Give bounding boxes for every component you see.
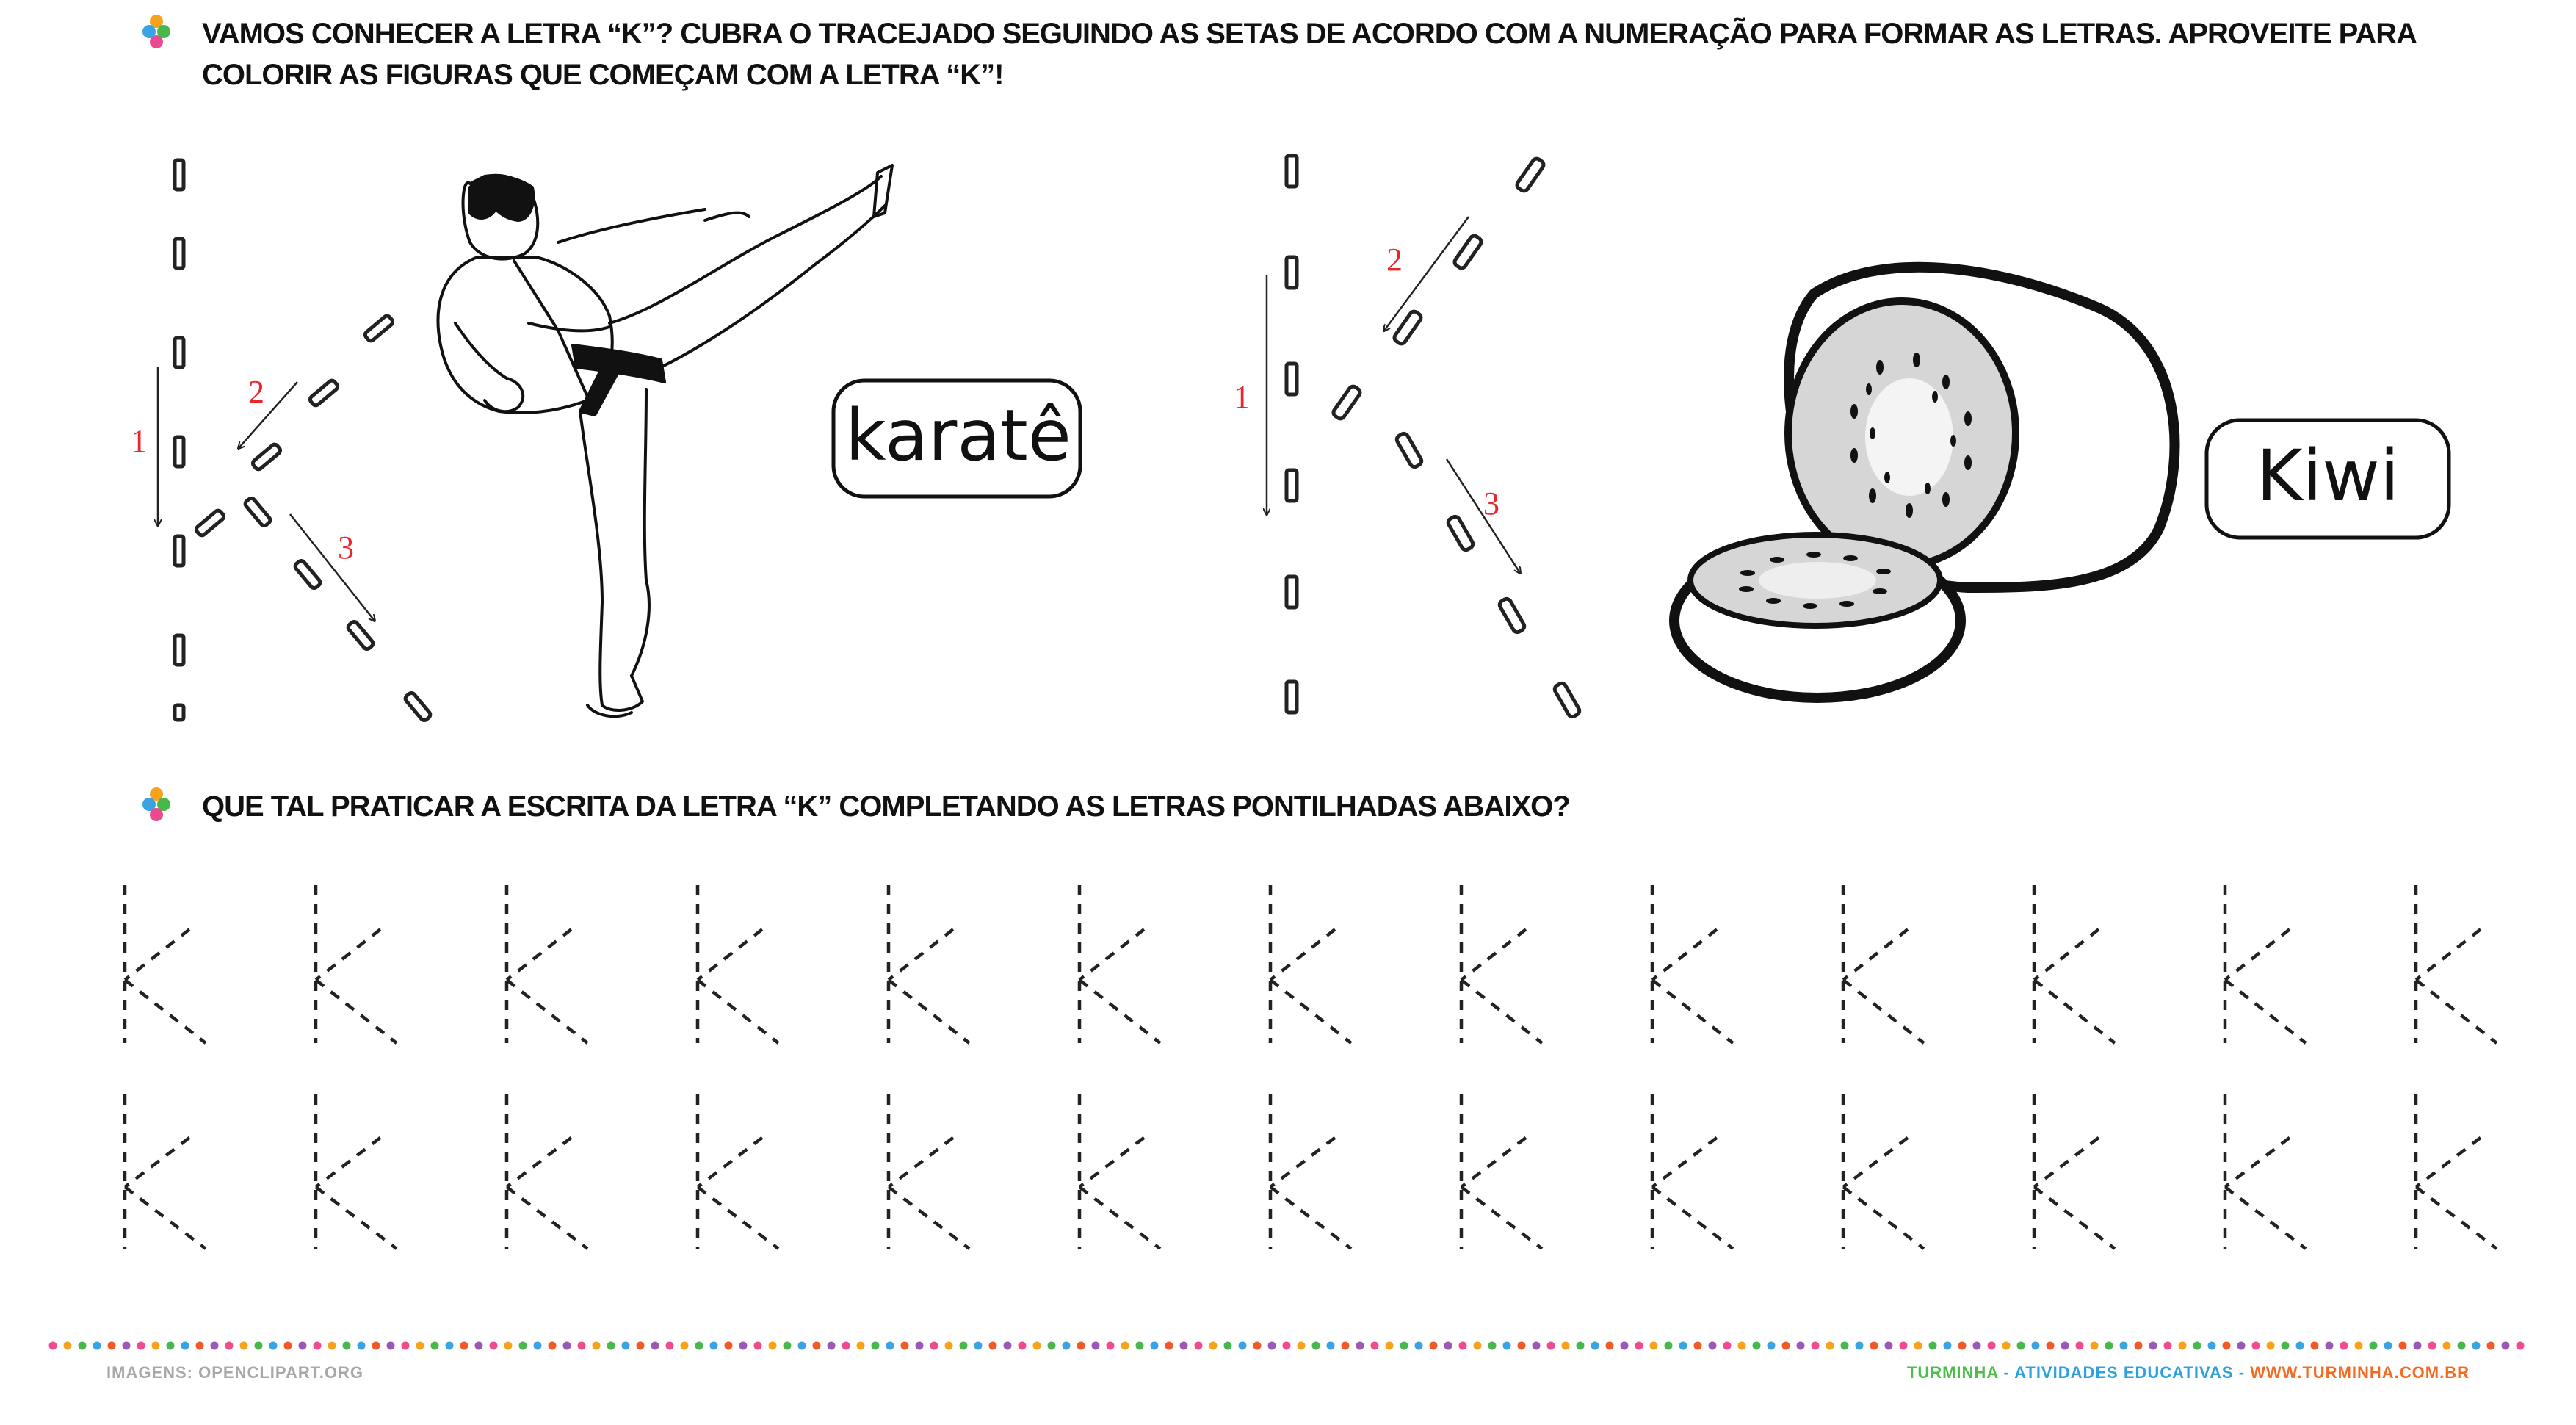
footer-dot	[563, 1342, 571, 1350]
footer-dot	[1342, 1342, 1350, 1350]
footer-dot	[1180, 1342, 1188, 1350]
footer-dot	[1577, 1342, 1585, 1350]
footer-dot	[1591, 1342, 1599, 1350]
footer-dot	[372, 1342, 380, 1350]
footer-dot	[1812, 1342, 1820, 1350]
footer-dot	[1033, 1342, 1041, 1350]
footer-dot	[2458, 1342, 2466, 1350]
footer-dot	[79, 1342, 87, 1350]
footer-dot	[343, 1342, 351, 1350]
footer-dot	[769, 1342, 777, 1350]
footer-dot	[2032, 1342, 2040, 1350]
footer-dot	[695, 1342, 703, 1350]
footer-dot	[431, 1342, 439, 1350]
footer-dot	[2282, 1342, 2290, 1350]
footer-dot	[798, 1342, 806, 1350]
practice-letter-k	[1079, 1094, 1160, 1249]
footer-dot	[460, 1342, 468, 1350]
footer-dot	[1679, 1342, 1687, 1350]
footer-dot	[1386, 1342, 1394, 1350]
footer-dot	[578, 1342, 586, 1350]
footer-dot	[1753, 1342, 1761, 1350]
footer-dot	[504, 1342, 513, 1350]
footer-dot	[593, 1342, 601, 1350]
footer-dot	[886, 1342, 894, 1350]
footer-dot	[2002, 1342, 2011, 1350]
footer-dot	[255, 1342, 263, 1350]
footer-dot	[2517, 1342, 2525, 1350]
practice-letters	[125, 885, 2497, 1249]
footer-dot	[358, 1342, 366, 1350]
brand-url[interactable]: WWW.TURMINHA.COM.BR	[2250, 1363, 2470, 1382]
practice-letter-k	[698, 885, 778, 1043]
footer-dot	[225, 1342, 234, 1350]
footer-dot	[1459, 1342, 1467, 1350]
footer-dot	[1312, 1342, 1320, 1350]
footer-dot	[1356, 1342, 1364, 1350]
practice-letter-k	[698, 1094, 778, 1249]
footer-dot	[622, 1342, 630, 1350]
footer-dot	[1635, 1342, 1643, 1350]
practice-letter-k	[2225, 1094, 2306, 1249]
footer-dot	[1782, 1342, 1790, 1350]
footer-dot	[1797, 1342, 1805, 1350]
footer-dot	[2443, 1342, 2451, 1350]
footer-dot	[1944, 1342, 1952, 1350]
step-number-2: 2	[248, 374, 264, 410]
practice-letter-k	[1461, 885, 1542, 1043]
footer-dot	[211, 1342, 219, 1350]
footer-dot	[2017, 1342, 2025, 1350]
footer-dot	[475, 1342, 483, 1350]
practice-letter-k	[1652, 885, 1733, 1043]
instruction-practice: QUE TAL PRATICAR A ESCRITA DA LETRA “K” COMPLETANDO AS LETRAS PONTILHADAS ABAIXO?	[202, 790, 1570, 823]
practice-letter-k	[1843, 885, 1924, 1043]
footer-dot	[710, 1342, 718, 1350]
footer-dot	[1165, 1342, 1173, 1350]
footer-dot	[2384, 1342, 2392, 1350]
footer-dot	[446, 1342, 454, 1350]
footer-dot	[2399, 1342, 2407, 1350]
footer-dot	[1239, 1342, 1247, 1350]
footer-dot	[989, 1342, 997, 1350]
footer-dot	[2311, 1342, 2319, 1350]
footer-dot	[2502, 1342, 2510, 1350]
footer-dot	[1547, 1342, 1555, 1350]
practice-letter-k	[1843, 1094, 1924, 1249]
footer-dot	[2091, 1342, 2099, 1350]
instruction-trace: VAMOS CONHECER A LETRA “K”? CUBRA O TRACEJADO SEGUINDO AS SETAS DE ACORDO COM A NUMERAÇÃO PARA FORMAR AS LETRAS. APROVEITE PARA COLORIR AS FIGURAS QUE COMEÇAM COM A LETRA “K”!	[202, 18, 2416, 91]
footer-dot	[328, 1342, 336, 1350]
footer-dot	[416, 1342, 424, 1350]
footer-dot	[2296, 1342, 2304, 1350]
footer-dot	[1048, 1342, 1056, 1350]
footer-dot	[681, 1342, 689, 1350]
footer-dot	[637, 1342, 645, 1350]
footer-dot	[1092, 1342, 1100, 1350]
footer-dot	[534, 1342, 542, 1350]
footer-dot	[2164, 1342, 2172, 1350]
footer-dot	[549, 1342, 557, 1350]
footer-dot	[2061, 1342, 2069, 1350]
footer-dot	[167, 1342, 175, 1350]
footer-dot	[1900, 1342, 1908, 1350]
footer-dot	[1914, 1342, 1922, 1350]
footer-dot	[1298, 1342, 1306, 1350]
step-number-1: 1	[131, 423, 147, 459]
step-number-2: 2	[1386, 242, 1403, 278]
footer-dot	[2135, 1342, 2143, 1350]
footer-dot	[1738, 1342, 1746, 1350]
footer-dot	[2223, 1342, 2231, 1350]
footer-dot	[1268, 1342, 1276, 1350]
practice-letter-k	[2034, 1094, 2115, 1249]
practice-letter-k	[2225, 885, 2306, 1043]
practice-letter-k	[2416, 885, 2497, 1043]
footer-dot	[284, 1342, 292, 1350]
footer-dot	[2340, 1342, 2348, 1350]
footer-dot	[725, 1342, 733, 1350]
footer-dot	[1136, 1342, 1144, 1350]
footer-separator: -	[1998, 1363, 2015, 1382]
footer-dot	[2237, 1342, 2246, 1350]
footer-brand-line	[1907, 1363, 2470, 1382]
footer-dot	[1488, 1342, 1497, 1350]
practice-letter-k	[889, 885, 969, 1043]
practice-letter-k	[316, 1094, 397, 1249]
footer-dot	[1327, 1342, 1335, 1350]
footer-dot	[1885, 1342, 1893, 1350]
footer-dot	[490, 1342, 498, 1350]
footer-dot	[1650, 1342, 1658, 1350]
footer-dot	[519, 1342, 527, 1350]
footer-dot	[842, 1342, 850, 1350]
footer-dot	[1019, 1342, 1027, 1350]
footer-dot	[152, 1342, 160, 1350]
footer-dot	[2208, 1342, 2216, 1350]
footer-dot	[1063, 1342, 1071, 1350]
footer-dot	[651, 1342, 659, 1350]
footer-dot	[916, 1342, 924, 1350]
kiwi-fruit-illustration	[1674, 267, 2174, 698]
footer-dot	[49, 1342, 57, 1350]
footer-dot	[1723, 1342, 1732, 1350]
footer-dot	[784, 1342, 792, 1350]
footer-dot	[2193, 1342, 2201, 1350]
footer-dot	[1474, 1342, 1482, 1350]
footer-separator: -	[2233, 1363, 2251, 1382]
footer-dot	[1430, 1342, 1438, 1350]
practice-letter-k	[1270, 885, 1351, 1043]
practice-letter-k	[2416, 1094, 2497, 1249]
footer-dot	[2179, 1342, 2187, 1350]
footer-dot	[2105, 1342, 2113, 1350]
footer-dot	[1121, 1342, 1129, 1350]
practice-letter-k	[2034, 885, 2115, 1043]
footer-dot	[754, 1342, 762, 1350]
footer-dot	[1004, 1342, 1012, 1350]
footer-dot	[2267, 1342, 2275, 1350]
footer-dot	[930, 1342, 938, 1350]
footer-dot	[1151, 1342, 1159, 1350]
footer-dot	[269, 1342, 278, 1350]
footer-dot	[2370, 1342, 2378, 1350]
footer-dot	[857, 1342, 865, 1350]
footer-dot	[1195, 1342, 1203, 1350]
footer-dot	[1841, 1342, 1849, 1350]
footer-dot	[314, 1342, 322, 1350]
footer-dot	[2487, 1342, 2495, 1350]
footer-dot	[1694, 1342, 1702, 1350]
footer-dot	[1371, 1342, 1379, 1350]
footer-dot	[1826, 1342, 1834, 1350]
footer-dot	[2414, 1342, 2422, 1350]
footer-dot	[1400, 1342, 1408, 1350]
footer-dot	[299, 1342, 307, 1350]
practice-letter-k	[1652, 1094, 1733, 1249]
footer-dot	[1856, 1342, 1864, 1350]
footer-dot	[2120, 1342, 2128, 1350]
footer-dot	[2076, 1342, 2084, 1350]
footer-dot	[813, 1342, 821, 1350]
brand-name: TURMINHA	[1906, 1363, 1999, 1382]
footer-dot	[666, 1342, 674, 1350]
footer-dot	[1709, 1342, 1717, 1350]
footer-dot	[1444, 1342, 1452, 1350]
traced-k-guide-1	[158, 160, 432, 722]
footer-dot	[196, 1342, 204, 1350]
footer-dot	[402, 1342, 410, 1350]
footer-dot	[240, 1342, 248, 1350]
footer-dot	[974, 1342, 983, 1350]
word-label-kiwi: Kiwi	[2256, 435, 2400, 517]
footer-dot	[1209, 1342, 1218, 1350]
footer-dot	[872, 1342, 880, 1350]
footer-dot	[1870, 1342, 1878, 1350]
footer-dot	[181, 1342, 189, 1350]
footer-dot	[1621, 1342, 1629, 1350]
step-number-3: 3	[338, 530, 354, 566]
footer-dot	[2428, 1342, 2436, 1350]
footer-dot	[1988, 1342, 1996, 1350]
footer-dot	[960, 1342, 968, 1350]
footer-dot	[2472, 1342, 2481, 1350]
footer-dot	[1415, 1342, 1423, 1350]
footer-dot	[1077, 1342, 1085, 1350]
practice-letter-k	[1079, 885, 1160, 1043]
practice-letter-k	[125, 1094, 206, 1249]
footer-dot	[945, 1342, 953, 1350]
traced-k-guide-2	[1267, 156, 1581, 718]
footer-dot	[1665, 1342, 1673, 1350]
footer-dot	[1958, 1342, 1967, 1350]
footer-dot	[739, 1342, 748, 1350]
footer-dot	[1768, 1342, 1776, 1350]
footer-dot	[1533, 1342, 1541, 1350]
footer-dot	[108, 1342, 116, 1350]
footer-dot	[1503, 1342, 1511, 1350]
footer-dot	[1518, 1342, 1526, 1350]
footer-dot	[1973, 1342, 1981, 1350]
image-credit: IMAGENS: OPENCLIPART.ORG	[106, 1363, 363, 1382]
footer-dot	[2252, 1342, 2260, 1350]
practice-letter-k	[1270, 1094, 1351, 1249]
footer-dot	[1107, 1342, 1115, 1350]
footer-dot	[123, 1342, 131, 1350]
footer-dot	[2047, 1342, 2055, 1350]
practice-letter-k	[316, 885, 397, 1043]
practice-letter-k	[507, 885, 587, 1043]
footer-dot	[607, 1342, 615, 1350]
step-number-1: 1	[1234, 379, 1250, 415]
footer-dot-border	[49, 1342, 2525, 1350]
footer-dot	[137, 1342, 145, 1350]
footer-dot	[2326, 1342, 2334, 1350]
footer-dot	[2149, 1342, 2157, 1350]
karate-kicker-illustration	[438, 165, 892, 716]
practice-letter-k	[125, 885, 206, 1043]
footer-dot	[1562, 1342, 1570, 1350]
footer-dot	[1224, 1342, 1232, 1350]
footer-dot	[64, 1342, 72, 1350]
brand-tagline: ATIVIDADES EDUCATIVAS	[2014, 1363, 2234, 1382]
footer-dot	[1606, 1342, 1614, 1350]
practice-letter-k	[507, 1094, 587, 1249]
practice-letter-k	[889, 1094, 969, 1249]
footer-dot	[901, 1342, 909, 1350]
word-label-karate: karatê	[845, 394, 1071, 477]
footer-dot	[1929, 1342, 1937, 1350]
footer-dot	[1283, 1342, 1291, 1350]
step-number-3: 3	[1483, 486, 1499, 522]
practice-letter-k	[1461, 1094, 1542, 1249]
footer-dot	[828, 1342, 836, 1350]
footer-dot	[387, 1342, 395, 1350]
footer-dot	[2355, 1342, 2363, 1350]
footer-dot	[1253, 1342, 1262, 1350]
footer-dot	[93, 1342, 101, 1350]
